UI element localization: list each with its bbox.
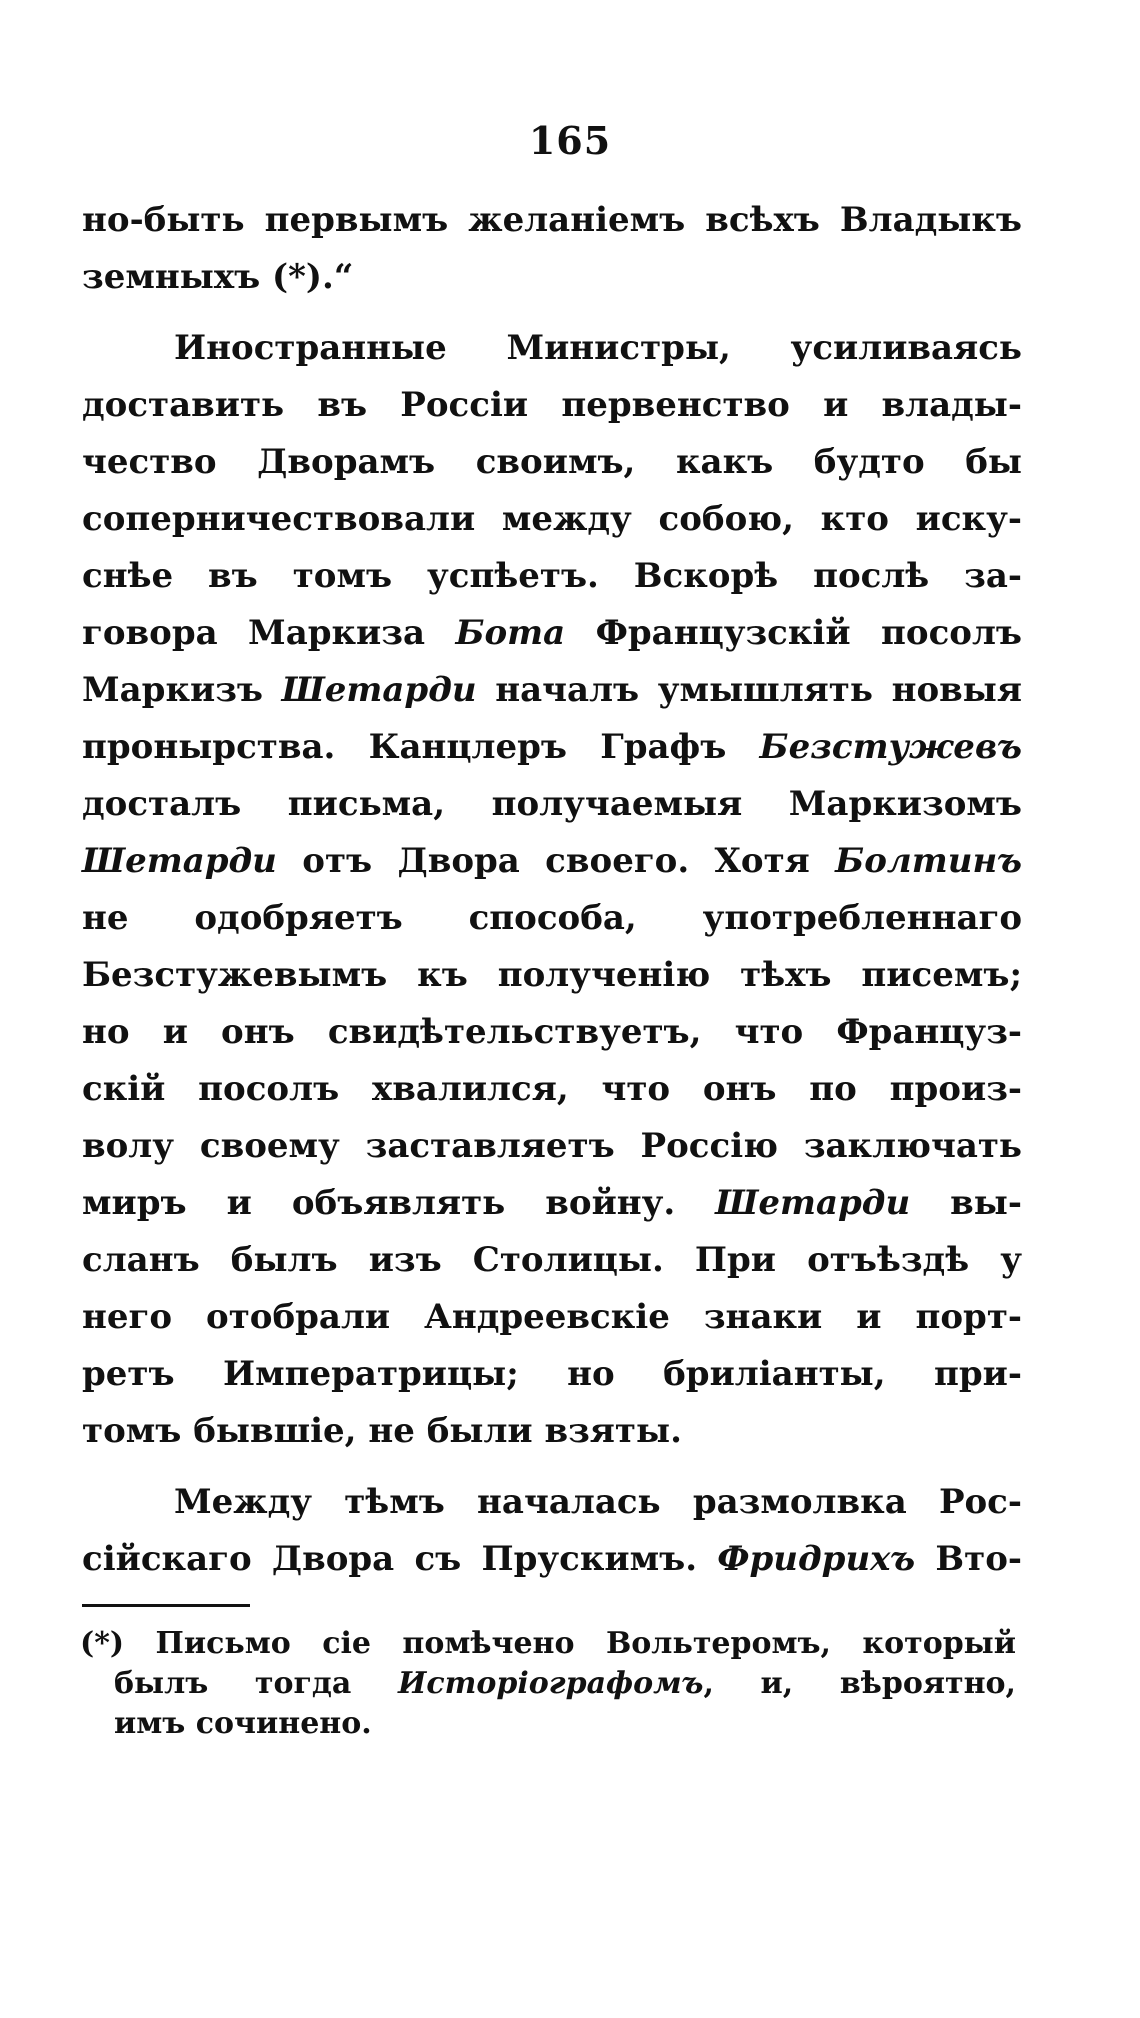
text-line: соперничествовали между собою, кто иску-: [82, 499, 1022, 539]
text-line: миръ и объявлять войну. Шетарди вы-: [82, 1183, 1022, 1223]
text-line: Шетарди отъ Двора своего. Хотя Болтинъ: [82, 841, 1022, 881]
text-line: досталъ письма, получаемыя Маркизомъ: [82, 784, 1022, 824]
text-line: сійскаго Двора съ Прускимъ. Фридрихъ Вто-: [82, 1539, 1022, 1579]
text-line: земныхъ (*).“: [82, 257, 354, 297]
text-line: томъ бывшіе, не были взяты.: [82, 1411, 682, 1451]
footnote-line: имъ сочинено.: [114, 1706, 372, 1741]
footnote: [80, 1624, 1016, 1744]
footnote-line: былъ тогда Исторіографомъ, и, вѣроятно,: [114, 1666, 1016, 1701]
text-line: доставить въ Россіи первенство и влады-: [82, 385, 1022, 425]
text-line: волу своему заставляетъ Россію заключать: [82, 1126, 1022, 1166]
text-line: пронырства. Канцлеръ Графъ Безстужевъ: [82, 727, 1022, 767]
text-line: снѣе въ томъ успѣетъ. Вскорѣ послѣ за-: [82, 556, 1022, 596]
text-line: но-быть первымъ желаніемъ всѣхъ Владыкъ: [82, 200, 1022, 240]
footnote-line: (*) Письмо сіе помѣчено Вольтеромъ, который: [80, 1626, 1016, 1661]
text-line: но и онъ свидѣтельствуетъ, что Француз-: [82, 1012, 1022, 1052]
text-line: Иностранные Министры, усиливаясь: [174, 328, 1022, 368]
text-line: сланъ былъ изъ Столицы. При отъѣздѣ у: [82, 1240, 1022, 1280]
text-line: Маркизъ Шетарди началъ умышлять новыя: [82, 670, 1022, 710]
text-line: скій посолъ хвалился, что онъ по произ-: [82, 1069, 1022, 1109]
text-line: Безстужевымъ къ полученію тѣхъ писемъ;: [82, 955, 1022, 995]
text-line: Между тѣмъ началась размолвка Рос-: [174, 1482, 1022, 1522]
page-number: 165: [528, 118, 612, 163]
main-text: [82, 192, 1022, 1588]
text-line: чество Дворамъ своимъ, какъ будто бы: [82, 442, 1022, 482]
text-line: не одобряетъ способа, употребленнаго: [82, 898, 1022, 938]
text-line: него отобрали Андреевскіе знаки и порт-: [82, 1297, 1022, 1337]
footnote-divider: [82, 1604, 250, 1607]
text-line: говора Маркиза Бота Французскій посолъ: [82, 613, 1023, 653]
text-line: ретъ Императрицы; но бриліанты, при-: [82, 1354, 1022, 1394]
